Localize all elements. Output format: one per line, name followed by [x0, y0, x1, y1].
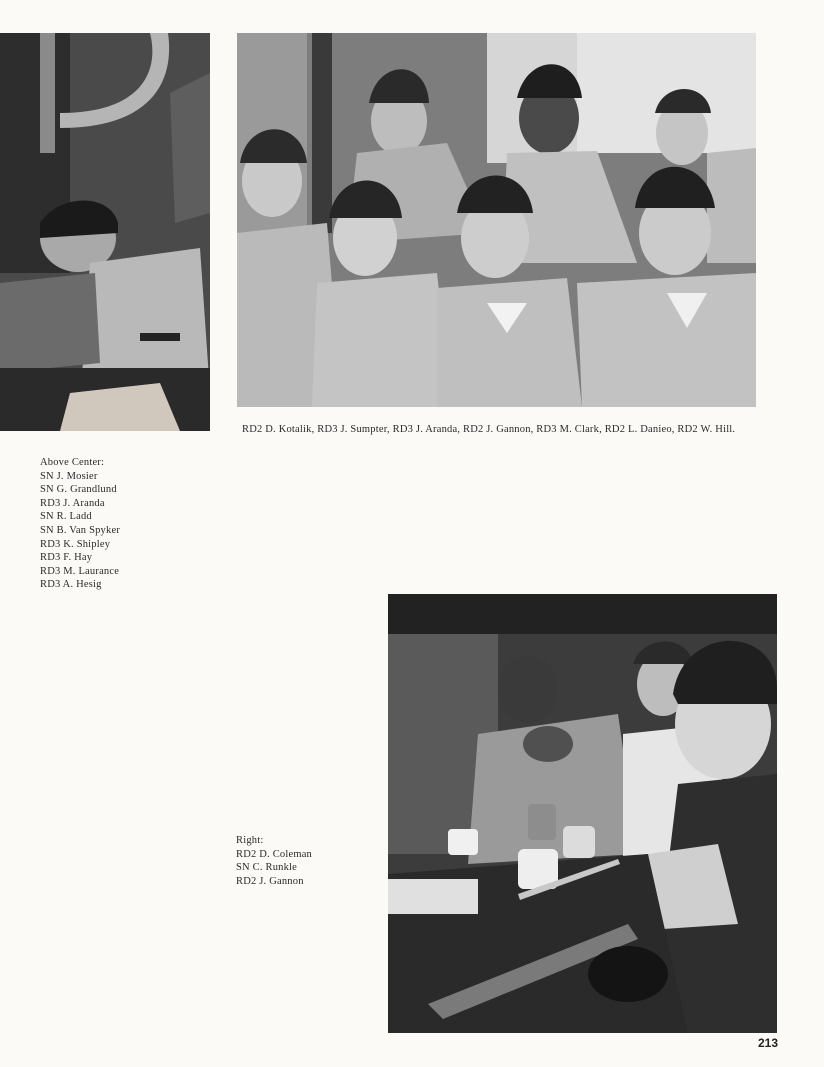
right-caption [236, 834, 376, 888]
above-center-caption [40, 456, 220, 592]
photo-left-console [0, 33, 210, 431]
man-at-console-photo-icon [0, 33, 210, 431]
caption-name: RD3 F. Hay [40, 552, 93, 564]
men-at-table-photo-icon [388, 594, 777, 1033]
caption-name: RD3 A. Hesig [40, 579, 102, 591]
caption-name: SN C. Runkle [236, 862, 298, 874]
caption-name: RD2 D. Coleman [236, 848, 313, 860]
caption-name: RD3 K. Shipley [40, 538, 111, 550]
caption-name: RD2 J. Gannon [236, 875, 304, 887]
right-caption-heading: Right: [236, 835, 264, 846]
above-center-heading: Above Center: [40, 457, 105, 468]
photo-bottom-table [388, 594, 777, 1033]
caption-name: RD3 J. Aranda [40, 497, 105, 509]
group-photo-caption [242, 423, 758, 437]
caption-name: SN G. Grandlund [40, 484, 117, 496]
page-number: 213 [757, 1036, 778, 1050]
group-photo-caption-text: RD2 D. Kotalik, RD3 J. Sumpter, RD3 J. Aranda, RD2 J. Gannon, RD3 M. Clark, RD2 L. Danieo, RD2 W. Hill. [242, 424, 736, 435]
group-portrait-photo-icon [237, 33, 756, 407]
caption-name: SN J. Mosier [40, 470, 98, 482]
caption-name: SN B. Van Spyker [40, 524, 121, 536]
caption-name: RD3 M. Laurance [40, 565, 120, 577]
photo-top-group [237, 33, 756, 407]
caption-name: SN R. Ladd [40, 511, 92, 523]
